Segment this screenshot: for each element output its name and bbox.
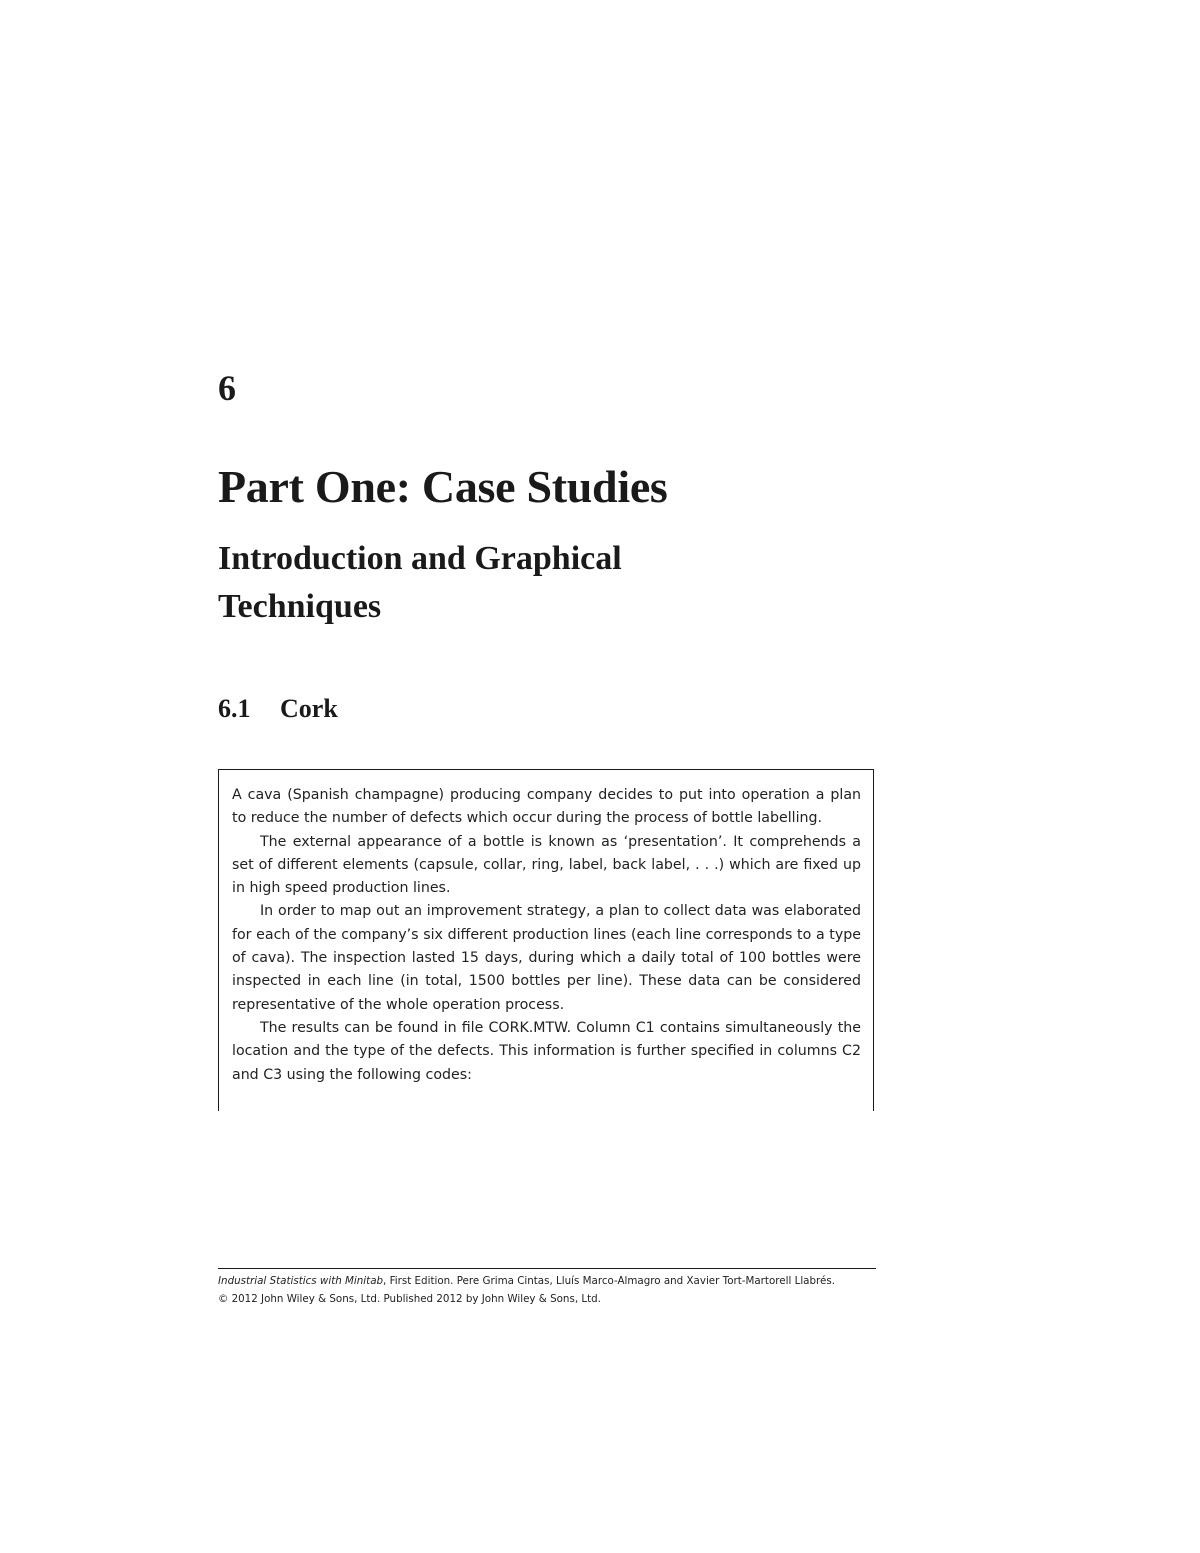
section-title: Cork [280,694,338,723]
chapter-subtitle-line-1: Introduction and Graphical [218,540,622,577]
case-paragraph-2: The external appearance of a bottle is known as ‘presentation’. It comprehends a set of different elements (capsule, collar, ring, label, back label, . . .) which are fixed up in high speed production lines. [232,833,861,897]
case-paragraph-3: In order to map out an improvement strategy, a plan to collect data was elaborated for each of the company’s six different production lines (each line corresponds to a type of cava). The inspection lasted 15 days, during which a daily total of 100 bottles were inspected in each line (in total, 1500 bottles per line). These data can be considered representative of the whole operation process. [232,903,861,1013]
footnote-divider [218,1268,876,1269]
chapter-subtitle [218,535,778,631]
footnote-citation: , First Edition. Pere Grima Cintas, Lluís Marco-Almagro and Xavier Tort-Martorell Llabrés. [383,1275,836,1287]
chapter-subtitle-line-2: Techniques [218,588,382,625]
part-title: Part One: Case Studies [218,461,668,512]
copyright-footnote [218,1272,898,1308]
case-paragraph-1: A cava (Spanish champagne) producing company decides to put into operation a plan to reduce the number of defects which occur during the process of bottle labelling. [232,787,861,827]
footnote-line-2: © 2012 John Wiley & Sons, Ltd. Published 2012 by John Wiley & Sons, Ltd. [218,1293,601,1305]
section-heading [218,696,338,722]
footnote-line-1 [218,1272,898,1290]
footnote-book-title: Industrial Statistics with Minitab [218,1275,384,1287]
chapter-number: 6 [218,368,236,408]
case-paragraph-4: The results can be found in file CORK.MTW. Column C1 contains simultaneously the location and the type of the defects. This information is further specified in columns C2 and C3 using the following codes: [232,1019,861,1083]
section-number: 6.1 [218,694,251,723]
case-study-box [218,769,874,1111]
